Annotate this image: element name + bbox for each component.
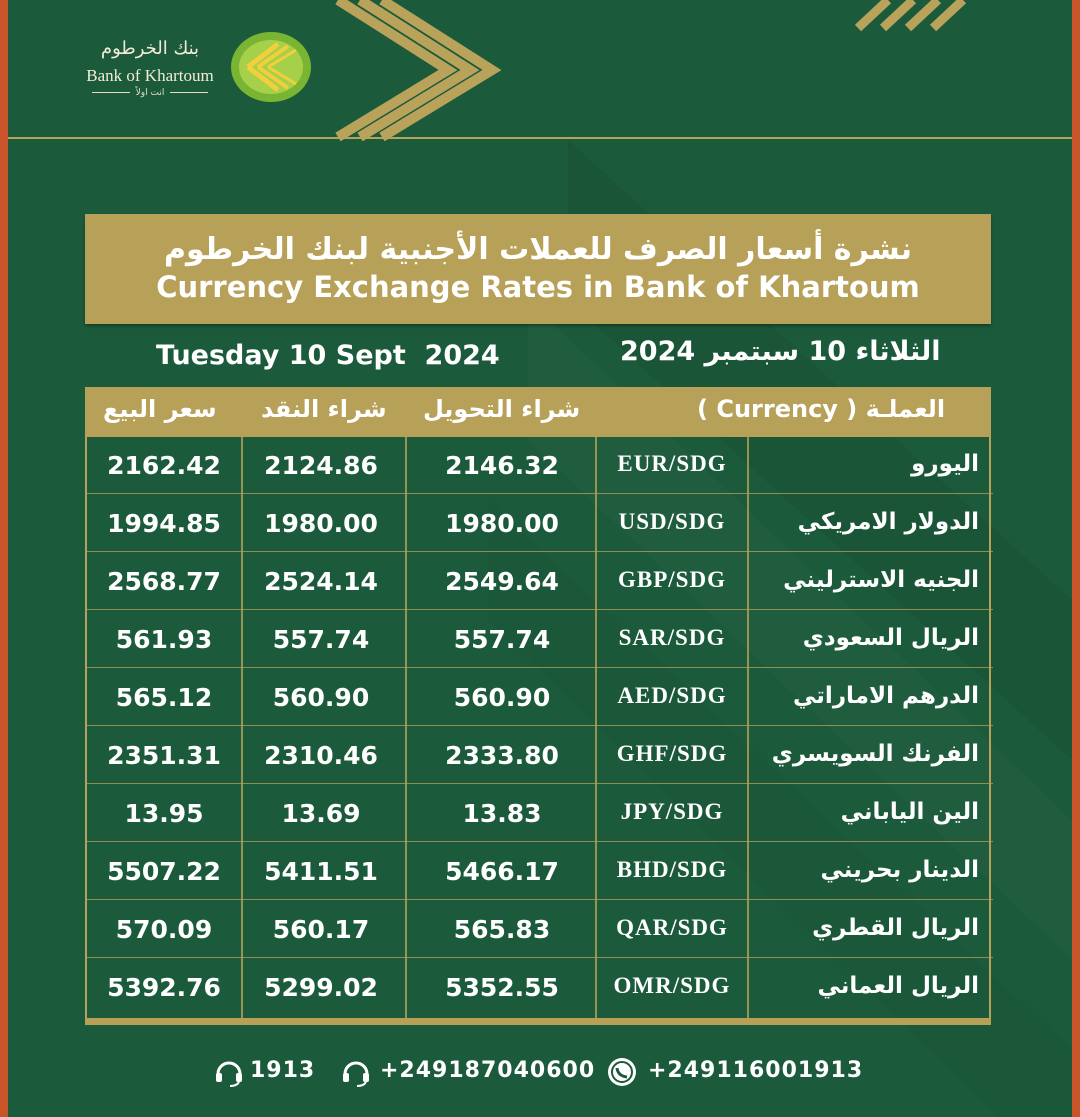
currency-name: الدينار بحريني	[820, 857, 979, 883]
table-row	[87, 727, 993, 784]
table-row	[87, 901, 993, 958]
whatsapp-icon	[606, 1056, 638, 1088]
header-currency: العملـة ( Currency )	[697, 395, 946, 423]
row-divider	[87, 957, 993, 958]
row-divider	[87, 899, 993, 900]
currency-pair: GHF/SDG	[616, 741, 728, 766]
cash-buy-value: 1980.00	[264, 509, 378, 538]
title-banner	[85, 214, 991, 324]
transfer-buy-value: 13.83	[462, 799, 542, 828]
currency-name: الين الياباني	[840, 799, 979, 825]
title-english: Currency Exchange Rates in Bank of Khartoum	[156, 270, 920, 304]
currency-name: الريال العماني	[817, 973, 979, 999]
phone-number: +249187040600	[380, 1058, 596, 1083]
currency-pair: USD/SDG	[618, 509, 726, 534]
currency-name: اليورو	[911, 451, 979, 477]
sell-value: 5392.76	[107, 973, 221, 1002]
sell-value: 5507.22	[107, 857, 221, 886]
currency-pair: GBP/SDG	[618, 567, 726, 592]
bank-logo	[80, 28, 320, 108]
table-row	[87, 553, 993, 610]
sell-value: 13.95	[124, 799, 204, 828]
bank-emblem-icon	[230, 30, 312, 104]
logo-name-en: Bank of Khartoum	[86, 66, 214, 85]
rates-poster	[8, 0, 1072, 1117]
currency-pair: OMR/SDG	[613, 973, 731, 998]
currency-name: الريال السعودي	[802, 625, 979, 651]
currency-pair: JPY/SDG	[620, 799, 724, 824]
table-header	[85, 387, 991, 437]
cash-buy-value: 2310.46	[264, 741, 378, 770]
row-divider	[87, 667, 993, 668]
cash-buy-value: 5411.51	[264, 857, 378, 886]
logo-tagline: انت اولاً	[80, 88, 220, 98]
currency-name: الريال القطري	[812, 915, 979, 941]
date-english: Tuesday 10 Sept 2024	[156, 340, 500, 371]
sell-value: 2162.42	[107, 451, 221, 480]
currency-pair: QAR/SDG	[616, 915, 728, 940]
transfer-buy-value: 2333.80	[445, 741, 559, 770]
cash-buy-value: 560.90	[272, 683, 370, 712]
sell-value: 565.12	[115, 683, 213, 712]
transfer-buy-value: 5466.17	[445, 857, 559, 886]
table-row	[87, 669, 993, 726]
table-row	[87, 437, 993, 494]
contact-footer	[8, 1052, 1072, 1092]
cash-buy-value: 5299.02	[264, 973, 378, 1002]
currency-pair: SAR/SDG	[618, 625, 726, 650]
sell-value: 2568.77	[107, 567, 221, 596]
transfer-buy-value: 2549.64	[445, 567, 559, 596]
cash-buy-value: 560.17	[272, 915, 370, 944]
whatsapp-number: +249116001913	[648, 1058, 864, 1083]
transfer-buy-value: 5352.55	[445, 973, 559, 1002]
cash-buy-value: 13.69	[281, 799, 361, 828]
transfer-buy-value: 557.74	[453, 625, 551, 654]
currency-pair: BHD/SDG	[616, 857, 728, 882]
table-row	[87, 785, 993, 842]
table-bottom-bar	[85, 1018, 991, 1025]
title-arabic: نشرة أسعار الصرف للعملات الأجنبية لبنك الخرطوم	[164, 232, 912, 267]
header-transfer-buy: شراء التحويل	[423, 395, 581, 423]
currency-name: الدولار الامريكي	[797, 509, 979, 535]
header-cash-buy: شراء النقد	[261, 395, 387, 423]
sell-value: 2351.31	[107, 741, 221, 770]
sell-value: 570.09	[115, 915, 213, 944]
transfer-buy-value: 565.83	[453, 915, 551, 944]
rates-table	[85, 437, 991, 1020]
currency-name: الفرنك السويسري	[771, 741, 979, 767]
row-divider	[87, 609, 993, 610]
row-divider	[87, 493, 993, 494]
row-divider	[87, 783, 993, 784]
transfer-buy-value: 560.90	[453, 683, 551, 712]
table-row	[87, 611, 993, 668]
sell-value: 1994.85	[107, 509, 221, 538]
row-divider	[87, 725, 993, 726]
table-row	[87, 959, 993, 1016]
row-divider	[87, 551, 993, 552]
currency-pair: AED/SDG	[617, 683, 727, 708]
hotline-number: 1913	[250, 1058, 316, 1083]
sell-value: 561.93	[115, 625, 213, 654]
date-arabic: الثلاثاء 10 سبتمبر 2024	[620, 336, 941, 367]
currency-name: الجنيه الاسترليني	[783, 567, 979, 593]
cash-buy-value: 557.74	[272, 625, 370, 654]
currency-name: الدرهم الاماراتي	[793, 683, 979, 709]
logo-name-ar: بنك الخرطوم	[100, 38, 200, 59]
headset-icon	[340, 1056, 372, 1088]
headset-icon	[213, 1056, 245, 1088]
cash-buy-value: 2524.14	[264, 567, 378, 596]
header-divider	[8, 137, 1072, 139]
table-row	[87, 843, 993, 900]
table-row	[87, 495, 993, 552]
cash-buy-value: 2124.86	[264, 451, 378, 480]
row-divider	[87, 841, 993, 842]
header-sell: سعر البيع	[103, 395, 217, 423]
transfer-buy-value: 1980.00	[445, 509, 559, 538]
transfer-buy-value: 2146.32	[445, 451, 559, 480]
currency-pair: EUR/SDG	[617, 451, 727, 476]
